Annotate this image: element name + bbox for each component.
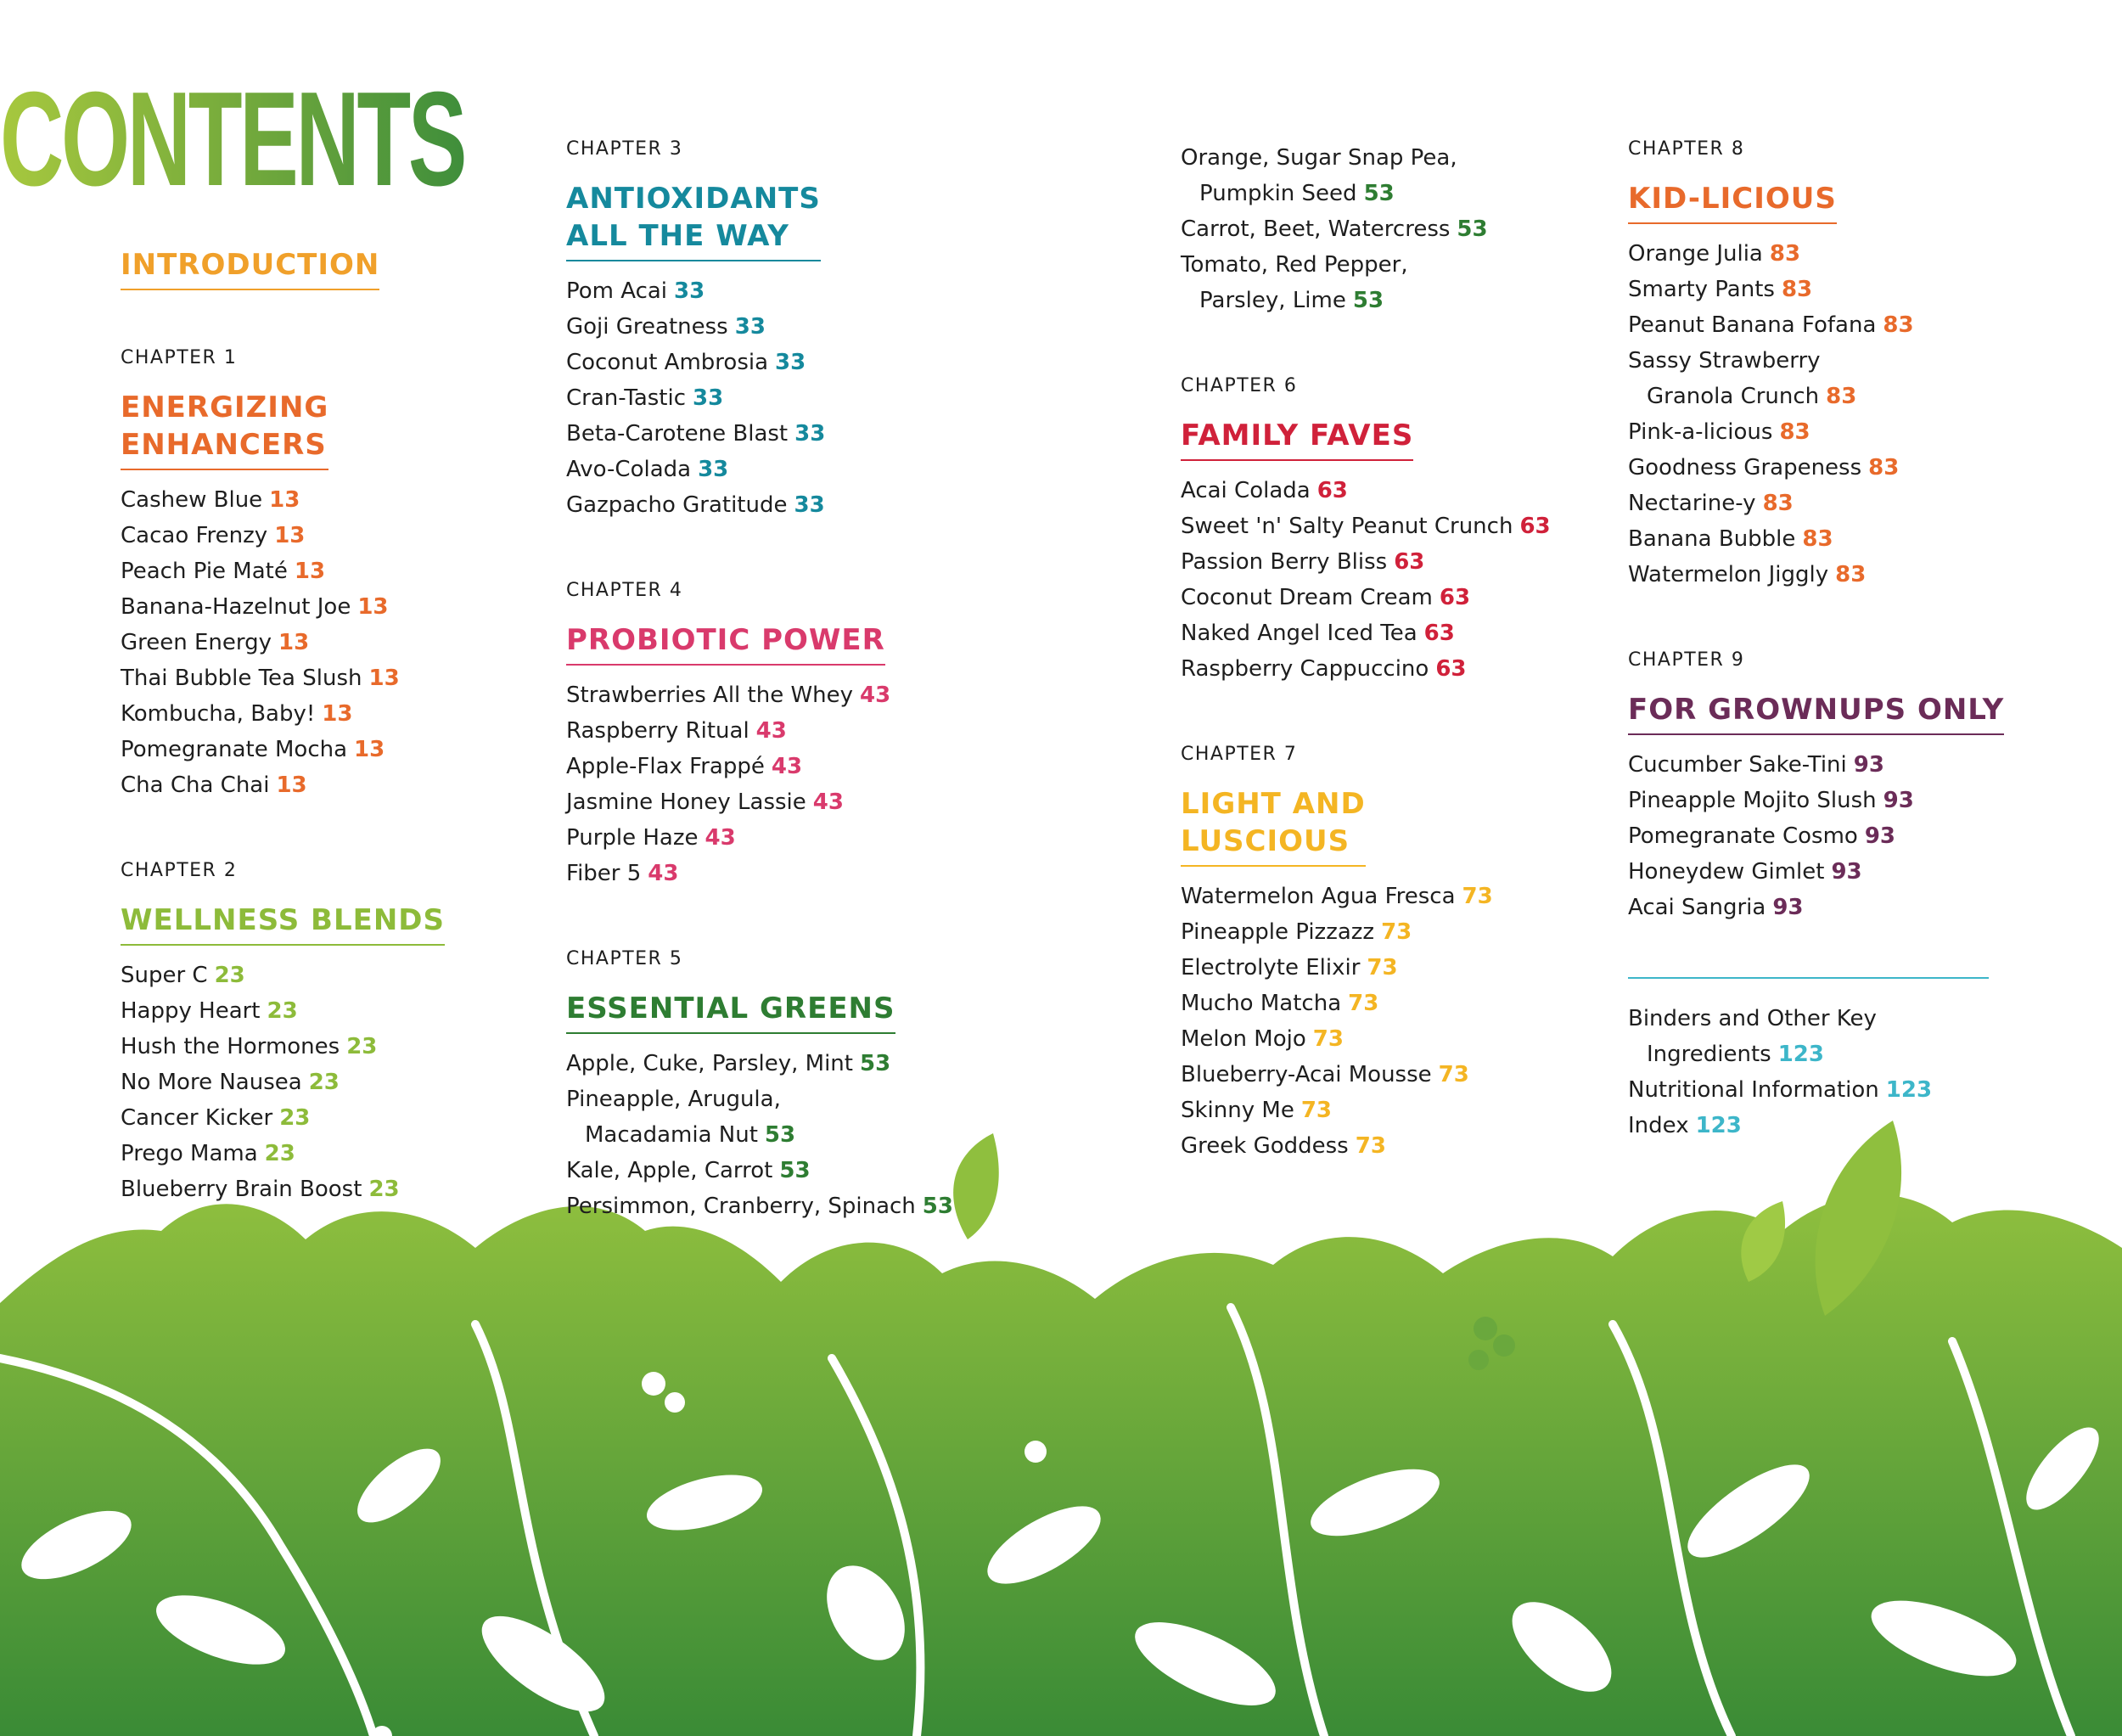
toc-entry[interactable] [121, 660, 545, 696]
entry-title: Hush the Hormones [121, 1034, 340, 1059]
chapter-title[interactable]: KID-LICIOUS [1628, 180, 1837, 224]
chapter-section [1628, 651, 2103, 925]
toc-entry[interactable] [1181, 615, 1656, 651]
entry-title: Carrot, Beet, Watercress [1181, 216, 1451, 242]
entry-title: Pomegranate Cosmo [1628, 823, 1858, 849]
toc-entry[interactable] [121, 553, 545, 589]
toc-entry[interactable] [1181, 986, 1656, 1021]
entry-page-number: 33 [775, 350, 806, 375]
entry-page-number: 33 [674, 278, 705, 304]
entry-page-number: 13 [278, 630, 310, 655]
entry-title: Smarty Pants [1628, 277, 1775, 302]
entry-page-number: 33 [794, 421, 826, 447]
entry-title: Skinny Me [1181, 1098, 1294, 1123]
chapter-recipe-list [1181, 879, 1656, 1164]
toc-entry[interactable] [566, 416, 1075, 452]
entry-page-number: 53 [859, 1051, 891, 1076]
entry-title: Gazpacho Gratitude [566, 492, 788, 518]
entry-title: Parsley, Lime [1199, 288, 1346, 313]
toc-entry[interactable] [566, 487, 1075, 523]
entry-title: Watermelon Jiggly [1628, 562, 1829, 587]
entry-page-number: 73 [1355, 1133, 1386, 1159]
entry-title: Fiber 5 [566, 861, 642, 886]
toc-entry[interactable] [566, 1153, 1075, 1188]
white-berry [642, 1372, 665, 1396]
entry-page-number: 53 [922, 1194, 953, 1219]
toc-entry[interactable] [121, 1065, 545, 1100]
entry-title: Green Energy [121, 630, 272, 655]
toc-entry[interactable] [566, 380, 1075, 416]
entry-title: Sweet 'n' Salty Peanut Crunch [1181, 514, 1513, 539]
entry-title: Electrolyte Elixir [1181, 955, 1361, 980]
entry-page-number: 53 [764, 1122, 796, 1148]
chapter-label: CHAPTER 2 [121, 860, 238, 881]
toc-entry[interactable] [121, 589, 545, 625]
entry-page-number: 93 [1772, 895, 1804, 920]
berry [1468, 1350, 1489, 1370]
entry-page-number: 73 [1300, 1098, 1333, 1123]
entry-page-number: 63 [1439, 585, 1471, 610]
entry-page-number: 33 [794, 492, 825, 518]
entry-page-number: 43 [648, 861, 679, 886]
entry-title: Cran-Tastic [566, 385, 687, 411]
entry-title: Nutritional Information [1628, 1077, 1879, 1103]
toc-entry[interactable] [566, 452, 1075, 487]
toc-column-1 [121, 246, 545, 1266]
toc-column-3 [1181, 140, 1656, 1222]
toc-entry[interactable] [566, 273, 1075, 309]
entry-title: Orange Julia [1628, 241, 1763, 267]
entry-title: Peach Pie Maté [121, 559, 288, 584]
entry-title: Prego Mama [121, 1141, 258, 1166]
entry-title: Cucumber Sake-Tini [1628, 752, 1847, 778]
entry-page-number: 93 [1853, 752, 1884, 778]
entry-page-number: 83 [1868, 455, 1900, 480]
chapter-recipe-list [566, 677, 1075, 891]
entry-page-number: 43 [812, 789, 844, 815]
white-berry [665, 1392, 685, 1413]
entry-page-number: 63 [1394, 549, 1425, 575]
entry-page-number: 73 [1312, 1026, 1344, 1052]
entry-page-number: 63 [1316, 478, 1348, 503]
entry-page-number: 83 [1802, 526, 1833, 552]
entry-title: Pomegranate Mocha [121, 737, 348, 762]
entry-title: Cacao Frenzy [121, 523, 268, 548]
entry-title: Raspberry Cappuccino [1181, 656, 1429, 682]
entry-title-line1: Orange, Sugar Snap Pea, [1181, 145, 1457, 171]
toc-entry[interactable] [1628, 486, 2103, 521]
toc-entry[interactable] [121, 767, 545, 803]
toc-entry[interactable] [1628, 747, 2103, 783]
chapter-label: CHAPTER 6 [1181, 375, 1298, 396]
toc-entry[interactable] [1628, 1072, 2103, 1108]
entry-page-number: 83 [1762, 491, 1794, 516]
toc-entry[interactable] [1628, 414, 2103, 450]
entry-page-number: 63 [1519, 514, 1551, 539]
toc-entry[interactable] [1181, 914, 1656, 950]
chapter-section [1628, 140, 2103, 593]
entry-title: Honeydew Gimlet [1628, 859, 1825, 885]
entry-page-number: 63 [1423, 621, 1455, 646]
toc-entry[interactable] [1181, 247, 1656, 318]
chapter-title[interactable]: ENERGIZING ENHANCERS [121, 389, 328, 470]
entry-page-number: 63 [1435, 656, 1467, 682]
toc-entry[interactable] [1628, 343, 2103, 414]
entry-page-number: 123 [1777, 1042, 1824, 1067]
entry-page-number: 43 [705, 825, 736, 851]
toc-entry[interactable] [121, 518, 545, 553]
toc-entry[interactable] [1181, 1128, 1656, 1164]
back-matter-section [1628, 977, 2103, 1143]
entry-page-number: 33 [698, 457, 729, 482]
toc-entry[interactable] [121, 1136, 545, 1171]
entry-page-number: 93 [1864, 823, 1896, 849]
entry-page-number: 93 [1883, 788, 1914, 813]
chapter-title[interactable]: PROBIOTIC POWER [566, 621, 885, 666]
entry-page-number: 43 [755, 718, 787, 744]
toc-entry[interactable] [1628, 854, 2103, 890]
toc-entry[interactable] [1181, 1057, 1656, 1093]
toc-entry[interactable] [1628, 272, 2103, 307]
entry-title: Apple-Flax Frappé [566, 754, 765, 779]
chapter-recipe-list [1628, 747, 2103, 925]
toc-entry[interactable] [566, 1046, 1075, 1081]
entry-page-number: 23 [264, 1141, 295, 1166]
entry-title: Banana-Hazelnut Joe [121, 594, 351, 620]
entry-title-line1: Sassy Strawberry [1628, 348, 1821, 374]
toc-entry[interactable] [1628, 783, 2103, 818]
toc-entry[interactable] [566, 856, 1075, 891]
toc-entry[interactable] [121, 993, 545, 1029]
entry-page-number: 73 [1462, 884, 1493, 909]
toc-entry[interactable] [566, 1081, 1075, 1153]
entry-title: Goodness Grapeness [1628, 455, 1862, 480]
chapter-title[interactable]: ESSENTIAL GREENS [566, 990, 895, 1034]
entry-page-number: 23 [279, 1105, 311, 1131]
toc-entry[interactable] [566, 1188, 1075, 1224]
entry-title: Melon Mojo [1181, 1026, 1306, 1052]
entry-title: Goji Greatness [566, 314, 728, 340]
entry-title: Strawberries All the Whey [566, 683, 854, 708]
entry-title: Cashew Blue [121, 487, 263, 513]
toc-entry[interactable] [566, 713, 1075, 749]
entry-title: Persimmon, Cranberry, Spinach [566, 1194, 916, 1219]
chapter-label: CHAPTER 5 [566, 948, 683, 969]
chapter-label: CHAPTER 8 [1628, 138, 1745, 160]
entry-title: Thai Bubble Tea Slush [121, 666, 362, 691]
chapter-recipe-list [1181, 140, 1656, 318]
toc-entry[interactable] [1181, 950, 1656, 986]
toc-entry[interactable] [1181, 211, 1656, 247]
toc-entry[interactable] [121, 1100, 545, 1136]
toc-entry[interactable] [566, 820, 1075, 856]
chapter-label: CHAPTER 3 [566, 138, 683, 160]
entry-page-number: 23 [346, 1034, 378, 1059]
entry-page-number: 53 [1363, 181, 1395, 206]
entry-title: Naked Angel Iced Tea [1181, 621, 1417, 646]
chapter-label: CHAPTER 9 [1628, 649, 1745, 671]
entry-page-number: 13 [357, 594, 389, 620]
entry-page-number: 73 [1381, 919, 1412, 945]
toc-entry[interactable] [1181, 544, 1656, 580]
toc-column-2 [566, 140, 1075, 1283]
entry-title: Pineapple Mojito Slush [1628, 788, 1877, 813]
entry-page-number: 73 [1348, 991, 1379, 1016]
entry-title: Watermelon Agua Fresca [1181, 884, 1456, 909]
entry-page-number: 13 [322, 701, 353, 727]
introduction-heading[interactable]: INTRODUCTION [121, 246, 379, 290]
entry-title: Passion Berry Bliss [1181, 549, 1388, 575]
entry-title: Nectarine-y [1628, 491, 1756, 516]
page-title: CONTENTS [0, 65, 465, 214]
entry-title: Peanut Banana Fofana [1628, 312, 1877, 338]
chapter-section [121, 349, 545, 803]
chapter-label: CHAPTER 4 [566, 580, 683, 601]
entry-page-number: 23 [267, 998, 298, 1024]
chapter-section [566, 581, 1075, 891]
chapter-section [1181, 745, 1656, 1164]
toc-entry[interactable] [566, 345, 1075, 380]
chapter-title[interactable]: ANTIOXIDANTS ALL THE WAY [566, 180, 821, 261]
chapter-recipe-list [121, 958, 545, 1207]
entry-title: Greek Goddess [1181, 1133, 1349, 1159]
toc-entry[interactable] [1181, 1021, 1656, 1057]
entry-title: Acai Colada [1181, 478, 1311, 503]
back-matter-list [1628, 1001, 2103, 1143]
chapter-label: CHAPTER 7 [1181, 744, 1298, 765]
chapter-title[interactable]: WELLNESS BLENDS [121, 902, 445, 946]
chapter-section [566, 950, 1075, 1224]
entry-page-number: 13 [354, 737, 385, 762]
chapter-recipe-list [1628, 236, 2103, 593]
toc-entry[interactable] [1628, 1108, 2103, 1143]
entry-page-number: 73 [1438, 1062, 1469, 1087]
toc-column-4 [1628, 140, 2103, 1202]
entry-page-number: 43 [860, 683, 891, 708]
entry-page-number: 13 [269, 487, 300, 513]
back-matter-rule [1628, 977, 1989, 979]
entry-title: Macadamia Nut [585, 1122, 758, 1148]
chapter-recipe-list [1181, 473, 1656, 687]
entry-page-number: 23 [368, 1177, 400, 1202]
entry-page-number: 83 [1835, 562, 1867, 587]
entry-page-number: 43 [771, 754, 803, 779]
entry-title: Granola Crunch [1647, 384, 1820, 409]
toc-entry[interactable] [1181, 140, 1656, 211]
chapter-title[interactable]: FAMILY FAVES [1181, 417, 1413, 461]
entry-title: Cancer Kicker [121, 1105, 273, 1131]
chapter-recipe-list [566, 273, 1075, 523]
entry-title: Pumpkin Seed [1199, 181, 1357, 206]
chapter-title[interactable]: LIGHT AND LUSCIOUS [1181, 785, 1366, 867]
entry-title: Coconut Ambrosia [566, 350, 769, 375]
introduction-section [121, 246, 545, 290]
entry-title: Ingredients [1647, 1042, 1771, 1067]
entry-title: Purple Haze [566, 825, 699, 851]
entry-page-number: 53 [779, 1158, 811, 1183]
toc-entry[interactable] [1181, 879, 1656, 914]
toc-entry[interactable] [121, 732, 545, 767]
entry-title: Raspberry Ritual [566, 718, 749, 744]
chapter-title[interactable]: FOR GROWNUPS ONLY [1628, 691, 2004, 735]
toc-entry[interactable] [1628, 236, 2103, 272]
entry-title: Acai Sangria [1628, 895, 1766, 920]
entry-title: Beta-Carotene Blast [566, 421, 789, 447]
toc-entry[interactable] [1628, 307, 2103, 343]
entry-page-number: 53 [1457, 216, 1488, 242]
toc-entry[interactable] [1181, 473, 1656, 508]
entry-title: Mucho Matcha [1181, 991, 1342, 1016]
entry-page-number: 13 [274, 523, 306, 548]
chapter-recipe-list [566, 1046, 1075, 1224]
entry-page-number: 23 [308, 1070, 340, 1095]
entry-page-number: 73 [1367, 955, 1398, 980]
chapter-section [1181, 377, 1656, 687]
toc-entry[interactable] [1181, 1093, 1656, 1128]
entry-page-number: 33 [693, 385, 724, 411]
entry-title: Index [1628, 1113, 1689, 1138]
entry-title: Coconut Dream Cream [1181, 585, 1433, 610]
toc-entry[interactable] [1181, 508, 1656, 544]
entry-page-number: 23 [214, 963, 245, 988]
entry-title: Happy Heart [121, 998, 261, 1024]
entry-page-number: 123 [1885, 1077, 1933, 1103]
entry-title-line1: Pineapple, Arugula, [566, 1087, 781, 1112]
entry-title: Apple, Cuke, Parsley, Mint [566, 1051, 853, 1076]
entry-title: Cha Cha Chai [121, 772, 270, 798]
entry-page-number: 83 [1769, 241, 1801, 267]
white-berry [1025, 1441, 1047, 1463]
chapter-label: CHAPTER 1 [121, 347, 238, 368]
toc-entry[interactable] [121, 958, 545, 993]
berry [1474, 1317, 1497, 1340]
entry-title-line1: Binders and Other Key [1628, 1006, 1877, 1031]
chapter-recipe-list [121, 482, 545, 803]
entry-page-number: 33 [734, 314, 766, 340]
toc-entry[interactable] [121, 696, 545, 732]
toc-entry[interactable] [1628, 890, 2103, 925]
entry-page-number: 93 [1831, 859, 1862, 885]
toc-entry[interactable] [566, 784, 1075, 820]
toc-entry[interactable] [1628, 557, 2103, 593]
entry-page-number: 53 [1352, 288, 1384, 313]
toc-entry[interactable] [121, 1171, 545, 1207]
entry-title: Pineapple Pizzazz [1181, 919, 1375, 945]
entry-title: Kombucha, Baby! [121, 701, 316, 727]
entry-page-number: 83 [1883, 312, 1914, 338]
entry-title-line1: Tomato, Red Pepper, [1181, 252, 1408, 278]
entry-title: Blueberry-Acai Mousse [1181, 1062, 1432, 1087]
entry-title: Jasmine Honey Lassie [566, 789, 806, 815]
toc-entry[interactable] [1628, 450, 2103, 486]
toc-entry[interactable] [121, 482, 545, 518]
entry-page-number: 13 [276, 772, 307, 798]
entry-title: Avo-Colada [566, 457, 692, 482]
entry-page-number: 83 [1779, 419, 1810, 445]
entry-page-number: 83 [1781, 277, 1813, 302]
entry-page-number: 123 [1695, 1113, 1742, 1138]
entry-title: Kale, Apple, Carrot [566, 1158, 773, 1183]
entry-title: Pink-a-licious [1628, 419, 1773, 445]
chapter-continuation [1181, 140, 1656, 318]
toc-entry[interactable] [566, 749, 1075, 784]
toc-entry[interactable] [566, 309, 1075, 345]
toc-entry[interactable] [1628, 521, 2103, 557]
entry-page-number: 83 [1826, 384, 1857, 409]
toc-entry[interactable] [1181, 651, 1656, 687]
toc-entry[interactable] [566, 677, 1075, 713]
entry-title: Super C [121, 963, 208, 988]
berry [1493, 1334, 1515, 1357]
toc-entry[interactable] [121, 1029, 545, 1065]
toc-entry[interactable] [1181, 580, 1656, 615]
entry-page-number: 13 [368, 666, 400, 691]
toc-entry[interactable] [121, 625, 545, 660]
entry-title: Pom Acai [566, 278, 668, 304]
chapter-section [121, 862, 545, 1207]
entry-title: Blueberry Brain Boost [121, 1177, 362, 1202]
chapter-section [566, 140, 1075, 523]
entry-title: Banana Bubble [1628, 526, 1796, 552]
entry-title: No More Nausea [121, 1070, 302, 1095]
entry-page-number: 13 [294, 559, 326, 584]
toc-entry[interactable] [1628, 818, 2103, 854]
toc-entry[interactable] [1628, 1001, 2103, 1072]
